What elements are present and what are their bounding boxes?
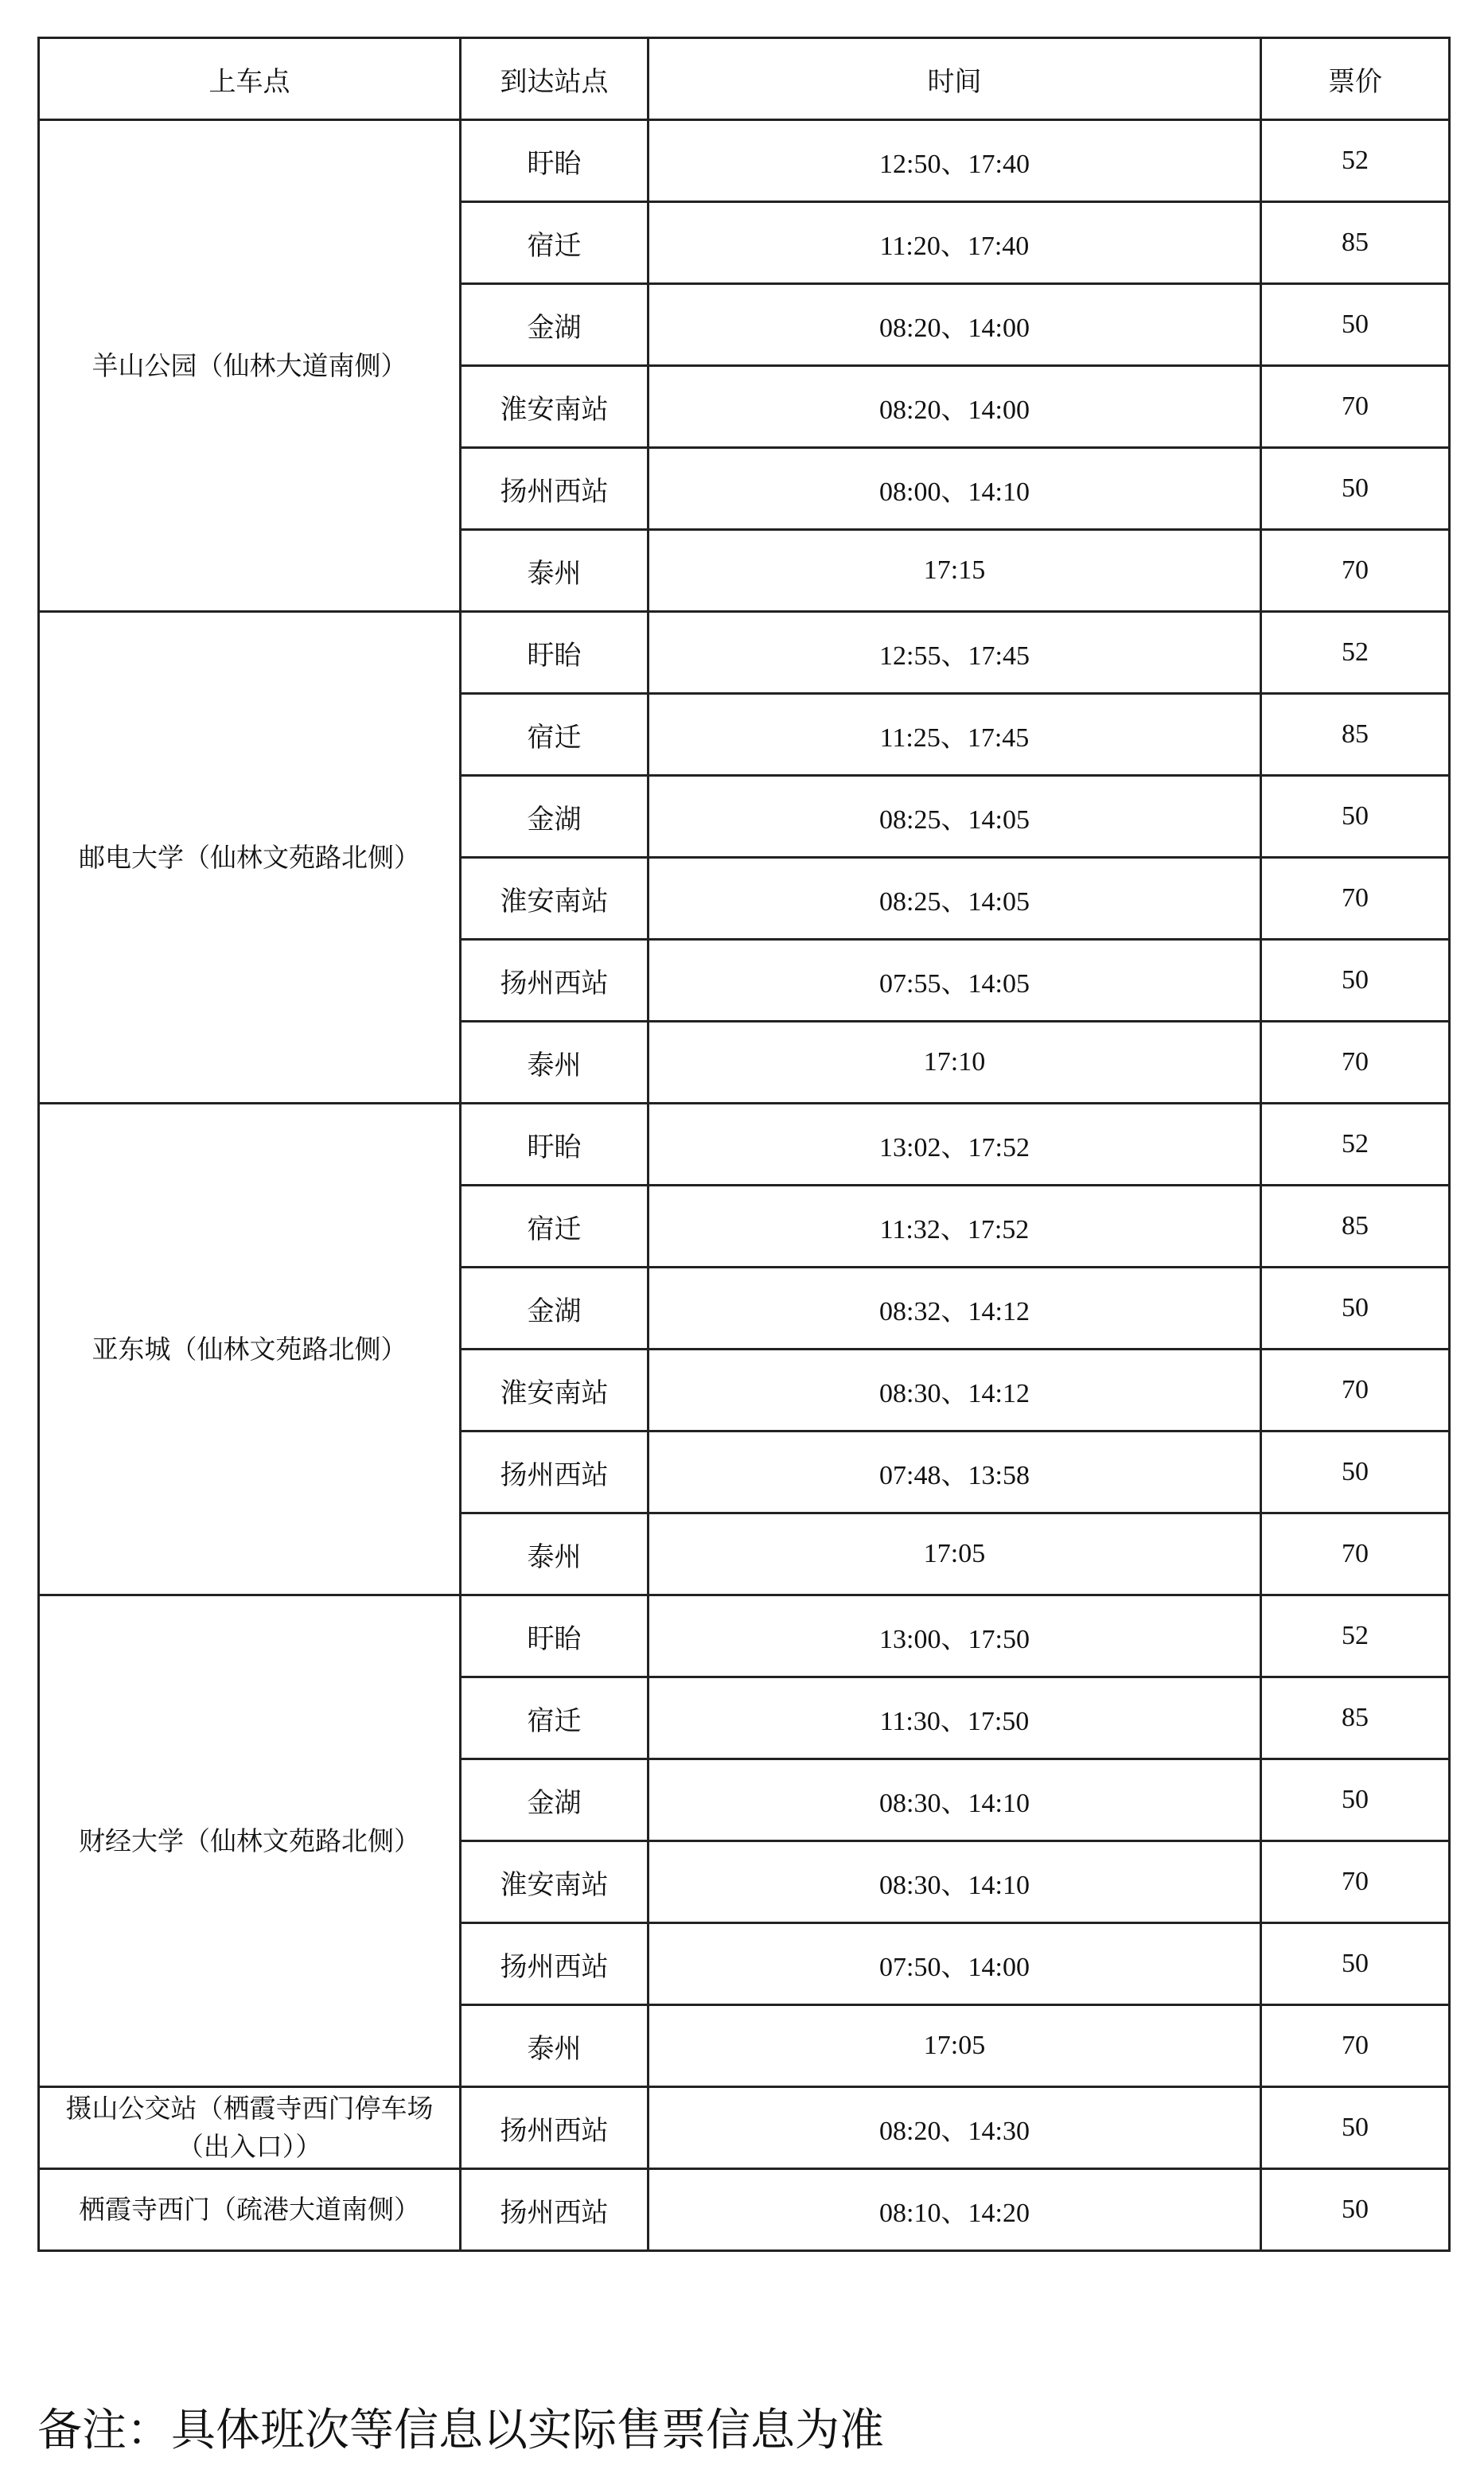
schedule-table — [37, 37, 1451, 2252]
departure-time-cell: 11:32、17:52 — [649, 1186, 1261, 1268]
destination-cell: 扬州西站 — [461, 940, 649, 1022]
header-row — [39, 38, 1450, 120]
fare-cell: 50 — [1261, 448, 1450, 530]
fare-cell: 85 — [1261, 1186, 1450, 1268]
destination-cell: 扬州西站 — [461, 2169, 649, 2251]
destination-cell: 淮安南站 — [461, 858, 649, 940]
departure-time-cell: 11:20、17:40 — [649, 202, 1261, 284]
destination-cell: 扬州西站 — [461, 1431, 649, 1513]
header-destination: 到达站点 — [461, 38, 649, 120]
fare-cell: 50 — [1261, 1268, 1450, 1350]
destination-cell: 淮安南站 — [461, 1350, 649, 1431]
fare-cell: 50 — [1261, 1759, 1450, 1841]
boarding-stop-cell: 亚东城（仙林文苑路北侧） — [39, 1104, 461, 1595]
departure-time-cell: 08:20、14:30 — [649, 2087, 1261, 2169]
header-time: 时间 — [649, 38, 1261, 120]
header-stop: 上车点 — [39, 38, 461, 120]
table-row — [39, 612, 1450, 694]
fare-cell: 50 — [1261, 2169, 1450, 2251]
departure-time-cell: 13:02、17:52 — [649, 1104, 1261, 1186]
destination-cell: 宿迁 — [461, 202, 649, 284]
departure-time-cell: 12:55、17:45 — [649, 612, 1261, 694]
departure-time-cell: 07:48、13:58 — [649, 1431, 1261, 1513]
destination-cell: 泰州 — [461, 1513, 649, 1595]
destination-cell: 淮安南站 — [461, 366, 649, 448]
destination-cell: 宿迁 — [461, 1186, 649, 1268]
fare-cell: 52 — [1261, 612, 1450, 694]
departure-time-cell: 11:25、17:45 — [649, 694, 1261, 776]
fare-cell: 50 — [1261, 940, 1450, 1022]
departure-time-cell: 17:10 — [649, 1022, 1261, 1104]
boarding-stop-cell: 摄山公交站（栖霞寺西门停车场（出入口）） — [39, 2087, 461, 2169]
table-row — [39, 2087, 1450, 2169]
boarding-stop-cell: 邮电大学（仙林文苑路北侧） — [39, 612, 461, 1104]
departure-time-cell: 08:25、14:05 — [649, 776, 1261, 858]
fare-cell: 52 — [1261, 120, 1450, 202]
fare-cell: 52 — [1261, 1104, 1450, 1186]
fare-cell: 85 — [1261, 1677, 1450, 1759]
destination-cell: 扬州西站 — [461, 448, 649, 530]
table-row — [39, 1595, 1450, 1677]
footnote: 备注：具体班次等信息以实际售票信息为准 — [37, 2405, 884, 2456]
fare-cell: 50 — [1261, 1923, 1450, 2005]
destination-cell: 泰州 — [461, 530, 649, 612]
destination-cell: 金湖 — [461, 284, 649, 366]
fare-cell: 85 — [1261, 202, 1450, 284]
destination-cell: 金湖 — [461, 1759, 649, 1841]
boarding-stop-cell: 栖霞寺西门（疏港大道南侧） — [39, 2169, 461, 2251]
boarding-stop-cell: 财经大学（仙林文苑路北侧） — [39, 1595, 461, 2087]
fare-cell: 50 — [1261, 1431, 1450, 1513]
departure-time-cell: 08:10、14:20 — [649, 2169, 1261, 2251]
destination-cell: 金湖 — [461, 776, 649, 858]
fare-cell: 50 — [1261, 776, 1450, 858]
fare-cell: 70 — [1261, 1513, 1450, 1595]
destination-cell: 泰州 — [461, 2005, 649, 2087]
departure-time-cell: 07:50、14:00 — [649, 1923, 1261, 2005]
fare-cell: 52 — [1261, 1595, 1450, 1677]
fare-cell: 70 — [1261, 530, 1450, 612]
fare-cell: 70 — [1261, 366, 1450, 448]
departure-time-cell: 08:30、14:10 — [649, 1841, 1261, 1923]
departure-time-cell: 08:20、14:00 — [649, 366, 1261, 448]
destination-cell: 盱眙 — [461, 612, 649, 694]
destination-cell: 扬州西站 — [461, 1923, 649, 2005]
fare-cell: 70 — [1261, 1022, 1450, 1104]
departure-time-cell: 07:55、14:05 — [649, 940, 1261, 1022]
departure-time-cell: 08:20、14:00 — [649, 284, 1261, 366]
table-row — [39, 1104, 1450, 1186]
fare-cell: 85 — [1261, 694, 1450, 776]
fare-cell: 50 — [1261, 2087, 1450, 2169]
destination-cell: 淮安南站 — [461, 1841, 649, 1923]
departure-time-cell: 08:25、14:05 — [649, 858, 1261, 940]
table-row — [39, 2169, 1450, 2251]
destination-cell: 盱眙 — [461, 1104, 649, 1186]
destination-cell: 金湖 — [461, 1268, 649, 1350]
departure-time-cell: 11:30、17:50 — [649, 1677, 1261, 1759]
departure-time-cell: 17:15 — [649, 530, 1261, 612]
destination-cell: 扬州西站 — [461, 2087, 649, 2169]
fare-cell: 70 — [1261, 858, 1450, 940]
destination-cell: 盱眙 — [461, 120, 649, 202]
destination-cell: 宿迁 — [461, 1677, 649, 1759]
departure-time-cell: 12:50、17:40 — [649, 120, 1261, 202]
destination-cell: 盱眙 — [461, 1595, 649, 1677]
fare-cell: 70 — [1261, 1350, 1450, 1431]
fare-cell: 70 — [1261, 1841, 1450, 1923]
boarding-stop-cell: 羊山公园（仙林大道南侧） — [39, 120, 461, 612]
departure-time-cell: 08:30、14:10 — [649, 1759, 1261, 1841]
departure-time-cell: 08:00、14:10 — [649, 448, 1261, 530]
fare-cell: 70 — [1261, 2005, 1450, 2087]
header-price: 票价 — [1261, 38, 1450, 120]
table-row — [39, 120, 1450, 202]
destination-cell: 泰州 — [461, 1022, 649, 1104]
departure-time-cell: 13:00、17:50 — [649, 1595, 1261, 1677]
destination-cell: 宿迁 — [461, 694, 649, 776]
departure-time-cell: 17:05 — [649, 1513, 1261, 1595]
fare-cell: 50 — [1261, 284, 1450, 366]
departure-time-cell: 17:05 — [649, 2005, 1261, 2087]
departure-time-cell: 08:32、14:12 — [649, 1268, 1261, 1350]
departure-time-cell: 08:30、14:12 — [649, 1350, 1261, 1431]
schedule-body — [39, 120, 1450, 2251]
